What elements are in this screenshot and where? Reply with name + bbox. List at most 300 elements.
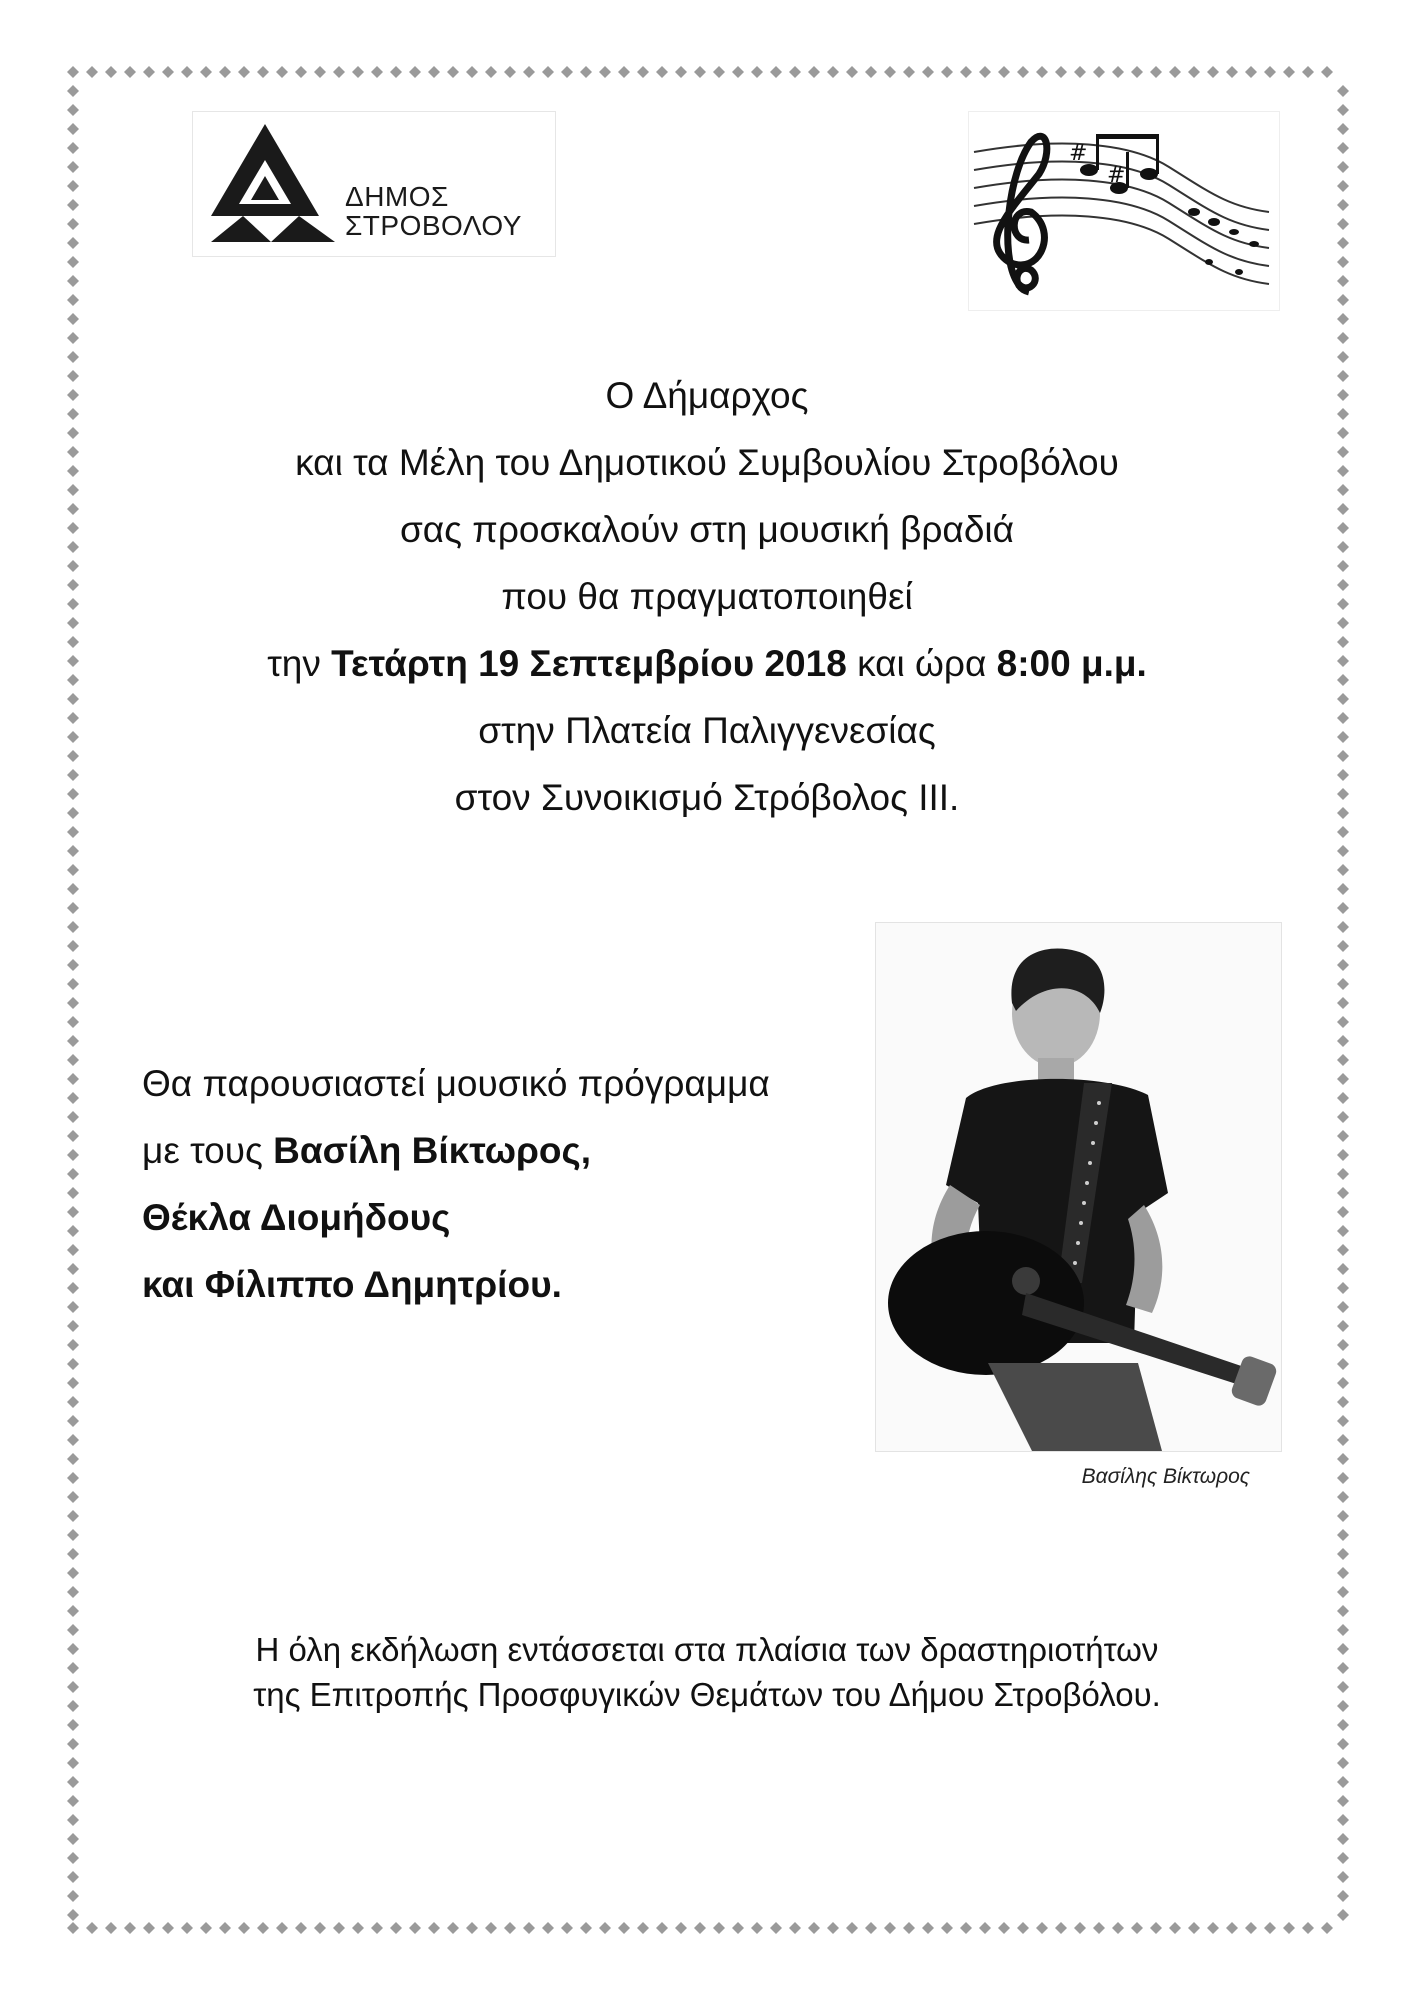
border-diamond xyxy=(67,1738,79,1750)
border-diamond xyxy=(998,66,1010,78)
border-diamond xyxy=(238,1922,250,1934)
border-diamond xyxy=(1337,1719,1349,1731)
border-diamond xyxy=(1337,465,1349,477)
border-diamond xyxy=(1337,427,1349,439)
border-diamond xyxy=(67,1282,79,1294)
border-diamond xyxy=(1337,1168,1349,1180)
border-diamond xyxy=(1337,1909,1349,1921)
border-diamond xyxy=(67,256,79,268)
border-diamond xyxy=(1321,66,1333,78)
border-diamond xyxy=(770,66,782,78)
border-diamond xyxy=(1337,579,1349,591)
border-diamond xyxy=(1337,1662,1349,1674)
border-diamond xyxy=(808,1922,820,1934)
border-diamond xyxy=(846,1922,858,1934)
border-diamond xyxy=(1337,750,1349,762)
border-diamond xyxy=(1337,104,1349,116)
program-line-2 xyxy=(142,1117,862,1184)
border-diamond xyxy=(67,1909,79,1921)
border-diamond xyxy=(67,845,79,857)
border-diamond xyxy=(1337,636,1349,648)
border-diamond xyxy=(67,541,79,553)
border-diamond xyxy=(162,1922,174,1934)
border-diamond xyxy=(732,1922,744,1934)
border-diamond xyxy=(1131,66,1143,78)
border-diamond xyxy=(276,66,288,78)
border-diamond xyxy=(1337,142,1349,154)
border-diamond xyxy=(504,66,516,78)
border-diamond xyxy=(67,332,79,344)
border-diamond xyxy=(67,1396,79,1408)
border-diamond xyxy=(409,66,421,78)
border-diamond xyxy=(67,674,79,686)
border-diamond xyxy=(67,1586,79,1598)
border-diamond xyxy=(67,1624,79,1636)
border-diamond xyxy=(67,1263,79,1275)
border-diamond xyxy=(1150,66,1162,78)
border-diamond xyxy=(694,66,706,78)
border-diamond xyxy=(1337,1320,1349,1332)
border-diamond xyxy=(67,104,79,116)
border-diamond xyxy=(67,1776,79,1788)
invite-line-7: στον Συνοικισμό Στρόβολος ΙΙΙ. xyxy=(454,777,960,818)
border-diamond xyxy=(105,66,117,78)
program-text xyxy=(142,1050,862,1318)
border-diamond xyxy=(67,142,79,154)
border-diamond xyxy=(1017,66,1029,78)
border-diamond xyxy=(865,1922,877,1934)
border-diamond xyxy=(67,655,79,667)
border-diamond xyxy=(67,1206,79,1218)
border-diamond xyxy=(618,1922,630,1934)
border-diamond xyxy=(181,66,193,78)
border-diamond xyxy=(67,123,79,135)
border-diamond xyxy=(922,1922,934,1934)
border-diamond xyxy=(1337,978,1349,990)
border-diamond xyxy=(713,66,725,78)
border-diamond xyxy=(1337,1510,1349,1522)
logo-text xyxy=(345,182,522,240)
border-diamond xyxy=(67,1719,79,1731)
border-diamond xyxy=(1337,1491,1349,1503)
border-diamond xyxy=(67,313,79,325)
border-diamond xyxy=(1337,1795,1349,1807)
svg-text:#: # xyxy=(1107,163,1126,188)
border-diamond xyxy=(1337,503,1349,515)
border-diamond xyxy=(67,1149,79,1161)
border-diamond xyxy=(67,1377,79,1389)
border-diamond xyxy=(1337,1529,1349,1541)
border-diamond xyxy=(67,750,79,762)
border-diamond xyxy=(67,351,79,363)
event-time: 8:00 μ.μ. xyxy=(996,643,1147,684)
border-diamond xyxy=(447,66,459,78)
border-diamond xyxy=(485,66,497,78)
border-diamond xyxy=(523,1922,535,1934)
border-diamond xyxy=(67,788,79,800)
border-diamond xyxy=(808,66,820,78)
border-diamond xyxy=(67,1548,79,1560)
border-diamond xyxy=(732,66,744,78)
border-diamond xyxy=(1245,1922,1257,1934)
border-diamond xyxy=(67,389,79,401)
border-diamond xyxy=(1226,1922,1238,1934)
border-diamond xyxy=(1337,1852,1349,1864)
border-diamond xyxy=(219,66,231,78)
border-diamond xyxy=(903,1922,915,1934)
border-diamond xyxy=(67,1852,79,1864)
border-diamond xyxy=(1074,66,1086,78)
border-diamond xyxy=(1337,1187,1349,1199)
border-diamond xyxy=(67,484,79,496)
border-diamond xyxy=(67,1168,79,1180)
border-diamond xyxy=(67,883,79,895)
border-diamond xyxy=(67,769,79,781)
border-diamond xyxy=(181,1922,193,1934)
border-diamond xyxy=(1337,1054,1349,1066)
border-diamond xyxy=(1337,1301,1349,1313)
border-diamond xyxy=(200,66,212,78)
border-diamond xyxy=(67,66,79,78)
border-diamond xyxy=(1169,66,1181,78)
border-diamond xyxy=(1131,1922,1143,1934)
border-diamond xyxy=(580,1922,592,1934)
border-diamond xyxy=(1093,66,1105,78)
border-diamond xyxy=(1337,1833,1349,1845)
border-diamond xyxy=(770,1922,782,1934)
border-diamond xyxy=(618,66,630,78)
photo-caption: Βασίλης Βίκτωρος xyxy=(1081,1465,1250,1488)
border-diamond xyxy=(485,1922,497,1934)
border-diamond xyxy=(67,1567,79,1579)
border-diamond xyxy=(67,997,79,1009)
border-diamond xyxy=(1337,1890,1349,1902)
border-diamond xyxy=(1169,1922,1181,1934)
border-diamond xyxy=(314,66,326,78)
footer-text xyxy=(130,1627,1284,1717)
border-diamond xyxy=(941,1922,953,1934)
border-diamond xyxy=(1337,1339,1349,1351)
border-diamond xyxy=(1245,66,1257,78)
border-diamond xyxy=(1337,332,1349,344)
border-diamond xyxy=(295,1922,307,1934)
border-diamond xyxy=(1283,66,1295,78)
border-diamond xyxy=(1337,959,1349,971)
border-diamond xyxy=(67,1301,79,1313)
border-diamond xyxy=(637,66,649,78)
border-diamond xyxy=(1337,161,1349,173)
logo-line-2: ΣΤΡΟΒΟΛΟΥ xyxy=(345,210,522,241)
border-diamond xyxy=(504,1922,516,1934)
border-diamond xyxy=(1337,484,1349,496)
border-diamond xyxy=(67,1871,79,1883)
border-diamond xyxy=(1337,902,1349,914)
border-diamond xyxy=(67,294,79,306)
border-diamond xyxy=(1337,1092,1349,1104)
invite-line-6: στην Πλατεία Παλιγγενεσίας xyxy=(478,710,936,751)
border-diamond xyxy=(67,1890,79,1902)
border-diamond xyxy=(1337,1244,1349,1256)
border-diamond xyxy=(960,1922,972,1934)
border-diamond xyxy=(979,1922,991,1934)
border-diamond xyxy=(67,1339,79,1351)
border-diamond xyxy=(143,1922,155,1934)
border-diamond xyxy=(1337,693,1349,705)
border-diamond xyxy=(1337,1073,1349,1085)
border-diamond xyxy=(428,66,440,78)
border-diamond xyxy=(105,1922,117,1934)
border-diamond xyxy=(67,1111,79,1123)
border-diamond xyxy=(162,66,174,78)
border-diamond xyxy=(67,579,79,591)
border-diamond xyxy=(276,1922,288,1934)
border-diamond xyxy=(409,1922,421,1934)
border-diamond xyxy=(1055,66,1067,78)
border-diamond xyxy=(67,940,79,952)
border-diamond xyxy=(1188,66,1200,78)
municipality-logo xyxy=(192,111,556,257)
artist-name-3: και Φίλιππο Δημητρίου. xyxy=(142,1264,562,1305)
border-diamond xyxy=(1207,66,1219,78)
border-diamond xyxy=(1093,1922,1105,1934)
border-diamond xyxy=(675,1922,687,1934)
border-diamond xyxy=(1337,655,1349,667)
program-artists-prefix: με τους xyxy=(142,1130,274,1171)
border-diamond xyxy=(1337,1434,1349,1446)
border-diamond xyxy=(1337,522,1349,534)
border-diamond xyxy=(542,1922,554,1934)
border-diamond xyxy=(1264,1922,1276,1934)
border-diamond xyxy=(67,807,79,819)
border-diamond xyxy=(1112,1922,1124,1934)
border-diamond xyxy=(884,1922,896,1934)
border-diamond xyxy=(67,636,79,648)
border-diamond xyxy=(67,1605,79,1617)
border-diamond xyxy=(1337,1681,1349,1693)
border-diamond xyxy=(1337,1111,1349,1123)
border-diamond xyxy=(713,1922,725,1934)
border-diamond xyxy=(1337,617,1349,629)
border-diamond xyxy=(352,1922,364,1934)
border-diamond xyxy=(1337,1149,1349,1161)
border-diamond xyxy=(428,1922,440,1934)
border-diamond xyxy=(67,1187,79,1199)
invite-line-4: που θα πραγματοποιηθεί xyxy=(501,576,913,617)
invite-time-prefix: και ώρα xyxy=(846,643,997,684)
border-diamond xyxy=(67,712,79,724)
border-diamond xyxy=(1337,1567,1349,1579)
border-diamond xyxy=(1337,845,1349,857)
border-diamond xyxy=(67,1922,79,1934)
border-diamond xyxy=(67,1092,79,1104)
border-diamond xyxy=(67,1434,79,1446)
border-diamond xyxy=(1337,1757,1349,1769)
border-diamond xyxy=(1337,180,1349,192)
border-diamond xyxy=(1337,1225,1349,1237)
border-diamond xyxy=(67,1358,79,1370)
logo-line-1: ΔΗΜΟΣ xyxy=(345,181,449,212)
border-diamond xyxy=(1337,1377,1349,1389)
border-diamond xyxy=(238,66,250,78)
event-date: Τετάρτη 19 Σεπτεμβρίου 2018 xyxy=(331,643,847,684)
border-diamond xyxy=(352,66,364,78)
border-diamond xyxy=(200,1922,212,1934)
border-diamond xyxy=(67,1472,79,1484)
program-line-3 xyxy=(142,1184,862,1251)
border-diamond xyxy=(561,66,573,78)
border-diamond xyxy=(1337,940,1349,952)
invite-date-prefix: την xyxy=(267,643,332,684)
border-diamond xyxy=(1337,218,1349,230)
border-diamond xyxy=(67,1833,79,1845)
border-diamond xyxy=(1337,389,1349,401)
program-line-1: Θα παρουσιαστεί μουσικό πρόγραμμα xyxy=(142,1063,770,1104)
border-diamond xyxy=(1337,275,1349,287)
border-diamond xyxy=(67,1814,79,1826)
border-diamond xyxy=(827,66,839,78)
border-diamond xyxy=(1337,237,1349,249)
border-diamond xyxy=(1337,1415,1349,1427)
guitarist-photo xyxy=(875,922,1282,1452)
border-diamond xyxy=(1337,446,1349,458)
border-diamond xyxy=(143,66,155,78)
border-diamond xyxy=(67,522,79,534)
border-diamond xyxy=(124,66,136,78)
border-diamond xyxy=(1017,1922,1029,1934)
border-diamond xyxy=(67,1757,79,1769)
border-diamond xyxy=(1112,66,1124,78)
border-diamond xyxy=(371,1922,383,1934)
border-diamond xyxy=(1337,294,1349,306)
border-diamond xyxy=(257,1922,269,1934)
border-diamond xyxy=(67,826,79,838)
border-diamond xyxy=(1337,408,1349,420)
border-diamond xyxy=(941,66,953,78)
border-diamond xyxy=(1337,921,1349,933)
border-diamond xyxy=(599,66,611,78)
border-diamond xyxy=(67,902,79,914)
border-diamond xyxy=(67,1130,79,1142)
border-diamond xyxy=(1337,1548,1349,1560)
border-diamond xyxy=(67,1700,79,1712)
border-diamond xyxy=(67,978,79,990)
border-diamond xyxy=(1337,199,1349,211)
border-diamond xyxy=(67,598,79,610)
border-diamond xyxy=(1337,788,1349,800)
border-diamond xyxy=(694,1922,706,1934)
border-diamond xyxy=(1337,1643,1349,1655)
border-diamond xyxy=(637,1922,649,1934)
border-diamond xyxy=(1337,1453,1349,1465)
border-diamond xyxy=(599,1922,611,1934)
border-diamond xyxy=(751,1922,763,1934)
border-diamond xyxy=(542,66,554,78)
border-diamond xyxy=(67,85,79,97)
border-diamond xyxy=(1337,313,1349,325)
border-diamond xyxy=(1036,1922,1048,1934)
border-diamond xyxy=(903,66,915,78)
border-diamond xyxy=(561,1922,573,1934)
border-diamond xyxy=(67,408,79,420)
border-diamond xyxy=(979,66,991,78)
border-diamond xyxy=(523,66,535,78)
invitation-text xyxy=(150,362,1264,831)
border-diamond xyxy=(1337,1035,1349,1047)
border-diamond xyxy=(67,693,79,705)
border-diamond xyxy=(1150,1922,1162,1934)
border-diamond xyxy=(390,66,402,78)
border-diamond xyxy=(1337,1871,1349,1883)
border-diamond xyxy=(67,275,79,287)
invite-line-1: Ο Δήμαρχος xyxy=(605,375,809,416)
border-diamond xyxy=(67,1795,79,1807)
border-diamond xyxy=(67,465,79,477)
border-diamond xyxy=(67,1073,79,1085)
border-diamond xyxy=(67,617,79,629)
border-diamond xyxy=(1321,1922,1333,1934)
border-diamond xyxy=(1337,1776,1349,1788)
invite-line-3: σας προσκαλούν στη μουσική βραδιά xyxy=(399,509,1015,550)
border-diamond xyxy=(1337,598,1349,610)
border-diamond xyxy=(67,370,79,382)
border-diamond xyxy=(67,1320,79,1332)
border-diamond xyxy=(447,1922,459,1934)
border-diamond xyxy=(86,66,98,78)
border-diamond xyxy=(1337,1282,1349,1294)
border-diamond xyxy=(67,427,79,439)
border-diamond xyxy=(1337,769,1349,781)
border-diamond xyxy=(67,446,79,458)
border-diamond xyxy=(1337,997,1349,1009)
border-diamond xyxy=(1264,66,1276,78)
border-diamond xyxy=(371,66,383,78)
border-diamond xyxy=(1337,826,1349,838)
border-diamond xyxy=(333,1922,345,1934)
border-diamond xyxy=(67,199,79,211)
border-diamond xyxy=(865,66,877,78)
border-diamond xyxy=(1337,1738,1349,1750)
border-diamond xyxy=(333,66,345,78)
border-diamond xyxy=(1337,1358,1349,1370)
footer-line-2: της Επιτροπής Προσφυγικών Θεμάτων του Δήμου Στροβόλου. xyxy=(253,1676,1161,1713)
border-diamond xyxy=(1337,370,1349,382)
border-diamond xyxy=(751,66,763,78)
border-diamond xyxy=(1337,1624,1349,1636)
border-diamond xyxy=(1337,560,1349,572)
guitarist-silhouette xyxy=(876,923,1281,1451)
border-diamond xyxy=(67,1415,79,1427)
border-diamond xyxy=(67,503,79,515)
border-diamond xyxy=(1337,123,1349,135)
border-diamond xyxy=(1337,1700,1349,1712)
border-diamond xyxy=(314,1922,326,1934)
border-diamond xyxy=(1337,1605,1349,1617)
border-diamond xyxy=(1337,712,1349,724)
border-diamond xyxy=(580,66,592,78)
border-diamond xyxy=(1337,674,1349,686)
border-diamond xyxy=(1036,66,1048,78)
border-diamond xyxy=(1337,807,1349,819)
treble-clef-music-notes-icon xyxy=(969,112,1279,310)
border-diamond xyxy=(1337,351,1349,363)
border-diamond xyxy=(960,66,972,78)
border-diamond xyxy=(67,921,79,933)
border-diamond xyxy=(656,1922,668,1934)
border-diamond xyxy=(1055,1922,1067,1934)
border-diamond xyxy=(922,66,934,78)
border-diamond xyxy=(219,1922,231,1934)
border-diamond xyxy=(1337,1472,1349,1484)
